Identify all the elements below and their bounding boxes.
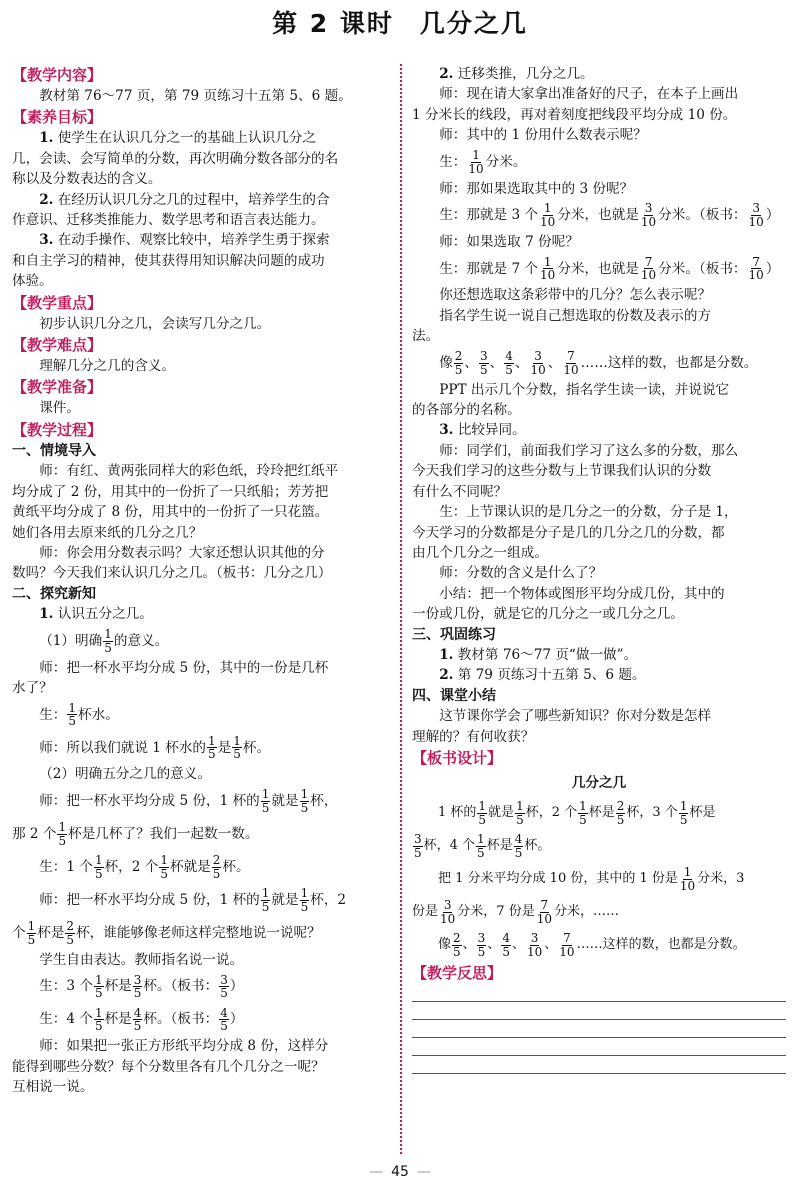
fraction: $\frac{7}{10}$ [748, 254, 764, 283]
heading-board-design: 【板书设计】 [412, 748, 503, 767]
paragraph-line: 师：把一杯水平均分成 5 份，其中的一份是几杯 [39, 659, 329, 676]
fraction: $\frac{7}{10}$ [559, 931, 575, 959]
fraction-line: 师：所以我们就说 1 杯水的 $\frac{1}{5}$ 是 $\frac{1}{5}$ 杯。 [39, 733, 271, 762]
exercise-1: 1. 教材第 76～77 页“做一做”。 [439, 646, 638, 663]
writing-line [412, 1002, 786, 1020]
fraction: $\frac{7}{10}$ [640, 254, 657, 283]
paragraph-line: 能得到哪些分数？每个分数里各有几个几分之一呢？ [12, 1058, 325, 1075]
column-divider [400, 64, 402, 1154]
fraction: $\frac{2}{5}$ [66, 919, 75, 947]
paragraph-line: 均分成了 2 份，用其中的一份折了一只纸船；芳芳把 [12, 483, 329, 500]
writing-line [412, 984, 786, 1002]
fraction: $\frac{3}{5}$ [414, 832, 422, 860]
page-number: — 45 — [369, 1164, 431, 1180]
fraction: $\frac{3}{10}$ [530, 349, 546, 377]
fraction: $\frac{1}{5}$ [579, 799, 587, 827]
board-line: 像 $\frac{2}{5}$ 、 $\frac{3}{5}$ 、 $\frac{4}{5}$ 、 $\frac{3}{10}$ 、 $\frac{7}{10}$ ……这样的数，也都是分数。 [438, 931, 746, 959]
fraction-line: 个 $\frac{1}{5}$ 杯是 $\frac{2}{5}$ 杯，谁能够像老师这样完整地说一说呢？ [12, 919, 321, 947]
paragraph-line: 指名学生说一说自己想选取的份数及表示的方 [439, 307, 712, 324]
paragraph-line: 水了？ [12, 679, 53, 696]
difficulties: 理解几分之几的含义。 [39, 358, 176, 375]
paragraph-line: 今天我们学习的这些分数与上节课我们认识的分数 [412, 463, 712, 480]
fraction: $\frac{1}{5}$ [477, 832, 485, 860]
heading-teaching-content: 【教学内容】 [12, 66, 103, 84]
goal-3-line: 体验。 [12, 273, 53, 290]
paragraph-line: 师：分数的含义是什么了？ [439, 565, 603, 582]
fraction: $\frac{1}{5}$ [300, 787, 309, 815]
fraction: $\frac{2}{5}$ [454, 349, 463, 377]
fraction: $\frac{4}{5}$ [514, 832, 523, 860]
paragraph-line: 今天学习的分数都是分子是几的几分之几的分数，都 [412, 524, 725, 541]
fraction: $\frac{7}{10}$ [536, 898, 552, 926]
board-line: 份是 $\frac{3}{10}$ 分米，7 份是 $\frac{7}{10}$ 分米，…… [412, 898, 619, 926]
topic-2: 2. 迁移类推，几分之几。 [439, 66, 594, 82]
goal-1: 1. 使学生在认识几分之一的基础上认识几分之 [39, 130, 316, 147]
paragraph-line: 这节课你学会了哪些新知识？你对分数是怎样 [439, 708, 712, 725]
paragraph-line: 师：如果把一张正方形纸平均分成 8 份，这样分 [39, 1038, 329, 1055]
teaching-content: 教材第 76～77 页，第 79 页练习十五第 5、6 题。 [39, 88, 352, 104]
heading-preparation: 【教学准备】 [12, 378, 103, 397]
fraction: $\frac{1}{5}$ [679, 799, 688, 827]
fraction: $\frac{3}{10}$ [440, 898, 456, 926]
paragraph-line: 师：其中的 1 份用什么数表示呢？ [439, 127, 647, 144]
fraction: $\frac{1}{10}$ [468, 148, 484, 176]
paragraph-line: PPT 出示几个分数，指名学生读一读，并说说它 [439, 381, 730, 398]
paragraph-line: 学生自由表达。教师指名说一说。 [39, 951, 244, 968]
fraction: $\frac{4}{5}$ [505, 349, 513, 377]
paragraph-line: 由几个几分之一组成。 [412, 544, 548, 561]
goal-2-line: 作意识、迁移类推能力、数学思考和语言表达能力。 [12, 212, 325, 229]
fraction: $\frac{2}{5}$ [212, 853, 221, 881]
section-summary: 四、课堂小结 [412, 687, 496, 704]
fraction: $\frac{3}{5}$ [133, 972, 142, 1001]
heading-process: 【教学过程】 [12, 420, 103, 439]
fraction-line: 生：那就是 7 个 $\frac{1}{10}$ 分米，也就是 $\frac{7}{10}$ 分米。（板书： $\frac{7}{10}$ ） [439, 254, 780, 283]
fraction-line: 生：那就是 3 个 $\frac{1}{10}$ 分米，也就是 $\frac{3}{10}$ 分米。（板书： $\frac{3}{10}$ ） [439, 201, 780, 230]
paragraph-line: 有什么不同呢？ [412, 483, 508, 500]
fraction: $\frac{1}{5}$ [233, 733, 241, 762]
paragraph-line: 黄纸平均分成了 8 份，用其中的一份折了一只花篮。 [12, 504, 329, 521]
fraction: $\frac{1}{5}$ [94, 1005, 103, 1034]
paragraph-line: 师：有红、黄两张同样大的彩色纸，玲玲把红纸平 [39, 463, 339, 480]
summary-line: 一份或几份，就是它的几分之一或几分之几。 [412, 606, 684, 623]
fraction: $\frac{3}{10}$ [640, 201, 657, 230]
paragraph-line: 生：上节课认识的是几分之一的分数，分子是 1， [439, 504, 738, 521]
section-practice: 三、巩固练习 [412, 626, 496, 643]
writing-line [412, 1056, 786, 1074]
heading-key-points: 【教学重点】 [12, 293, 103, 312]
writing-line [412, 1020, 786, 1038]
key-points: 初步认识几分之几，会读写几分之几。 [39, 315, 271, 332]
fraction: $\frac{1}{5}$ [27, 919, 36, 947]
fraction-line: 师：把一杯水平均分成 5 份，1 杯的 $\frac{1}{5}$ 就是 $\frac{1}{5}$ 杯， [39, 787, 338, 815]
board-title: 几分之几 [571, 774, 627, 791]
paragraph-line: 师：现在请大家拿出准备好的尺子，在本子上画出 [439, 86, 739, 103]
fraction-line: 生：3 个 $\frac{1}{5}$ 杯是 $\frac{3}{5}$ 杯。（板书： $\frac{3}{5}$ ） [39, 972, 244, 1001]
paragraph-line: 1 分米长的线段，再对着刻度把线段平均分成 10 份。 [412, 106, 737, 123]
paragraph-line: 你还想选取这条彩带中的几分？怎么表示呢？ [439, 287, 712, 304]
heading-reflection: 【教学反思】 [412, 963, 503, 982]
fraction: $\frac{4}{5}$ [220, 1005, 228, 1034]
fraction: $\frac{1}{5}$ [261, 787, 270, 815]
fraction: $\frac{4}{5}$ [502, 931, 510, 959]
paragraph-line: 师：如果选取 7 份呢？ [439, 234, 579, 251]
fraction-line: 那 2 个 $\frac{1}{5}$ 杯是几杯了？我们一起数一数。 [12, 820, 259, 848]
writing-line [412, 1038, 786, 1056]
fraction: $\frac{1}{5}$ [160, 853, 168, 881]
exercise-2: 2. 第 79 页练习十五第 5、6 题。 [439, 667, 646, 684]
fraction: $\frac{1}{5}$ [94, 853, 103, 881]
fraction: $\frac{1}{5}$ [94, 972, 103, 1001]
fraction: $\frac{7}{10}$ [563, 349, 579, 377]
fraction: $\frac{3}{10}$ [748, 201, 764, 230]
fraction: $\frac{3}{5}$ [480, 349, 488, 377]
fraction: $\frac{3}{5}$ [477, 931, 486, 959]
fraction: $\frac{4}{5}$ [133, 1005, 142, 1034]
goal-1-line: 几，会读、会写简单的分数，再次明确分数各部分的名 [12, 150, 339, 167]
board-line: $\frac{3}{5}$ 杯，4 个 $\frac{1}{5}$ 杯是 $\frac{4}{5}$ 杯。 [414, 832, 551, 860]
board-line: 把 1 分米平均分成 10 份，其中的 1 份是 $\frac{1}{10}$ 分米，3 [438, 865, 745, 893]
fraction: $\frac{1}{5}$ [208, 733, 216, 762]
fraction: $\frac{2}{5}$ [616, 799, 625, 827]
fraction-line: 生： $\frac{1}{5}$ 杯水。 [39, 700, 119, 729]
fraction-line: 像 $\frac{2}{5}$ 、 $\frac{3}{5}$ 、 $\frac{4}{5}$ 、 $\frac{3}{10}$ 、 $\frac{7}{10}$ ……这样的数，也都是分数。 [439, 349, 758, 377]
goal-3-line: 和自主学习的精神，使其获得用知识解决问题的成功 [12, 252, 325, 269]
right-column [412, 64, 786, 1074]
goal-3: 3. 在动手操作、观察比较中，培养学生勇于探索 [39, 232, 330, 249]
fraction-line: 生： $\frac{1}{10}$ 分米。 [439, 148, 527, 176]
fraction: $\frac{1}{5}$ [58, 820, 67, 848]
heading-difficulties: 【教学难点】 [12, 336, 103, 355]
summary-line: 小结：把一个物体或图形平均分成几份，其中的 [439, 585, 725, 602]
fraction: $\frac{3}{5}$ [220, 972, 228, 1001]
left-column [12, 64, 390, 1097]
board-line: 1 杯的 $\frac{1}{5}$ 就是 $\frac{1}{5}$ 杯，2 个 $\frac{1}{5}$ 杯是 $\frac{2}{5}$ 杯，3 个 $\frac{1}{5}$ 杯是 [438, 799, 716, 827]
preparation: 课件。 [39, 400, 80, 417]
fraction: $\frac{1}{5}$ [261, 886, 270, 914]
fraction-line: 生：4 个 $\frac{1}{5}$ 杯是 $\frac{4}{5}$ 杯。（板书： $\frac{4}{5}$ ） [39, 1005, 244, 1034]
paragraph-line: 的各部分的名称。 [412, 402, 521, 419]
fraction: $\frac{1}{5}$ [68, 700, 77, 729]
heading-goals: 【素养目标】 [12, 108, 103, 127]
fraction: $\frac{3}{10}$ [526, 931, 543, 959]
fraction: $\frac{1}{5}$ [478, 799, 487, 827]
paragraph-line: 法。 [412, 328, 440, 345]
paragraph-line: 理解的？有何收获？ [412, 728, 535, 745]
paragraph-line: 她们各用去原来纸的几分之几？ [12, 524, 203, 541]
page-title: 第 2 课时 几分之几 [272, 9, 528, 38]
fraction: $\frac{1}{10}$ [540, 201, 556, 230]
fraction-line: （1）明确 $\frac{1}{5}$ 的意义。 [39, 626, 169, 655]
section-intro: 一、情境导入 [12, 442, 96, 459]
goal-2: 2. 在经历认识几分之几的过程中，培养学生的合 [39, 191, 330, 208]
fraction: $\frac{1}{10}$ [679, 865, 696, 893]
paragraph-line: 数吗？今天我们来认识几分之几。（板书：几分之几） [12, 565, 332, 582]
goal-1-line: 称以及分数表达的含义。 [12, 171, 162, 188]
fraction: $\frac{1}{10}$ [540, 254, 556, 283]
paragraph-line: 互相说一说。 [12, 1078, 94, 1095]
section-explore: 二、探究新知 [12, 585, 96, 602]
paragraph-line: 师：你会用分数表示吗？大家还想认识其他的分 [39, 544, 325, 561]
fraction: $\frac{1}{5}$ [104, 626, 112, 655]
topic-1b: （2）明确五分之几的意义。 [39, 766, 211, 783]
paragraph-line: 师：同学们，前面我们学习了这么多的分数，那么 [439, 442, 739, 459]
topic-3: 3. 比较异同。 [439, 422, 526, 439]
fraction: $\frac{1}{5}$ [300, 886, 309, 914]
paragraph-line: 师：那如果选取其中的 3 份呢？ [439, 180, 634, 197]
fraction-line: 生：1 个 $\frac{1}{5}$ 杯，2 个 $\frac{1}{5}$ 杯就是 $\frac{2}{5}$ 杯。 [39, 853, 250, 881]
topic-1: 1. 认识五分之几。 [39, 606, 153, 623]
fraction: $\frac{2}{5}$ [453, 931, 461, 959]
fraction-line: 师：把一杯水平均分成 5 份，1 杯的 $\frac{1}{5}$ 就是 $\frac{1}{5}$ 杯，2 [39, 886, 347, 914]
fraction: $\frac{1}{5}$ [516, 799, 524, 827]
